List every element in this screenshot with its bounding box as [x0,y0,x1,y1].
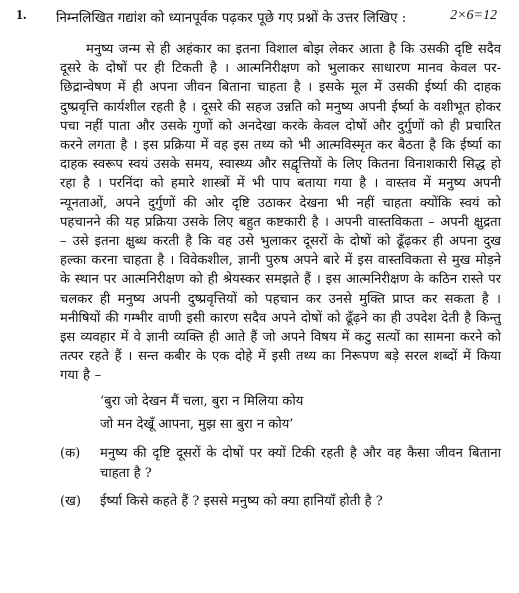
subquestion-kha [14,492,501,512]
subquestion-label: (क) [60,445,81,461]
subquestion-text: ईर्ष्या किसे कहते हैं ? इससे मनुष्य को क्या हानियाँ होती है ? [100,493,383,509]
question-marks: 2×6=12 [450,8,497,23]
doha-line-1: ‘बुरा जो देखन मैं चला, बुरा न मिलिया कोय [100,393,304,409]
question-instruction: निम्नलिखित गद्यांश को ध्यानपूर्वक पढ़कर पूछे गए प्रश्नों के उत्तर लिखिए : [56,11,407,26]
kabir-doha [100,390,505,436]
doha-line-2: जो मन देखूँ आपना, मुझ सा बुरा न कोय’ [100,416,294,432]
subquestion-ka [14,444,501,484]
subquestion-label: (ख) [60,493,81,509]
question-header [14,8,505,34]
question-number: 1. [16,8,27,23]
passage-paragraph: मनुष्य जन्म से ही अहंकार का इतना विशाल बोझ लेकर आता है कि उसकी दृष्टि सदैव दूसरे के दोषों पर ही टिकती है । आत्मनिरीक्षण को भुलाकर साधारण मानव केवल पर-छिद्रान्वेषण में ही अपना जीवन बिताना चाहता है । इसके मूल में उसकी ईर्ष्या की दाहक दुष्प्रवृत्ति कार्यशील रहती है । दूसरे की सहज उन्नति को मनुष्य अपनी ईर्ष्या के वशीभूत होकर पचा नहीं पाता और उसके गुणों को अनदेखा करके केवल दोषों और दुर्गुणों को ही प्रचारित करने लगता है । इस प्रक्रिया में वह इस तथ्य को भी आत्मविस्मृत कर बैठता है कि ईर्ष्या का दाहक स्वरूप स्वयं उसके समय, स्वास्थ्य और सद्वृत्तियों के लिए कितना विनाशकारी सिद्ध हो रहा है । परनिंदा को हमारे शास्त्रों में भी पाप बताया गया है । वास्तव में मनुष्य अपनी न्यूनताओं, अपने दुर्गुणों की ओर दृष्टि उठाकर देखना भी नहीं चाहता क्योंकि स्वयं को पहचानने की यह प्रक्रिया उसके लिए बहुत कष्टकारी है । अपनी वास्तविकता – अपनी क्षुद्रता – उसे इतना क्षुब्ध करती है कि वह उसे भुलाकर दूसरों के दोषों को ढूँढ़कर ही अपना दुख हल्का करना चाहता है । विवेकशील, ज्ञानी पुरुष अपने बारे में इस वास्तविकता से मुख मोड़ने के स्थान पर आत्मनिरीक्षण को ही श्रेयस्कर समझते हैं । इस आत्मनिरीक्षण के कठिन रास्ते पर चलकर ही मनुष्य अपनी दुष्प्रवृत्तियों को पहचान कर उनसे मुक्ति प्राप्त कर सकता है । मनीषियों की गम्भीर वाणी इसी कारण सदैव अपने दोषों को ढूँढ़ने का ही उपदेश देती है किन्तु इस व्यवहार में वे ज्ञानी व्यक्ति ही आते हैं जो अपने विषय में कटु सत्यों का सामना करने को तत्पर रहते हैं । सन्त कबीर के एक दोहे में इसी तथ्य का निरूपण बड़े सरल शब्दों में किया गया है – [60,42,501,384]
subquestion-text: मनुष्य की दृष्टि दूसरों के दोषों पर क्यों टिकी रहती है और वह कैसा जीवन बिताना चाहता है ? [100,445,501,481]
